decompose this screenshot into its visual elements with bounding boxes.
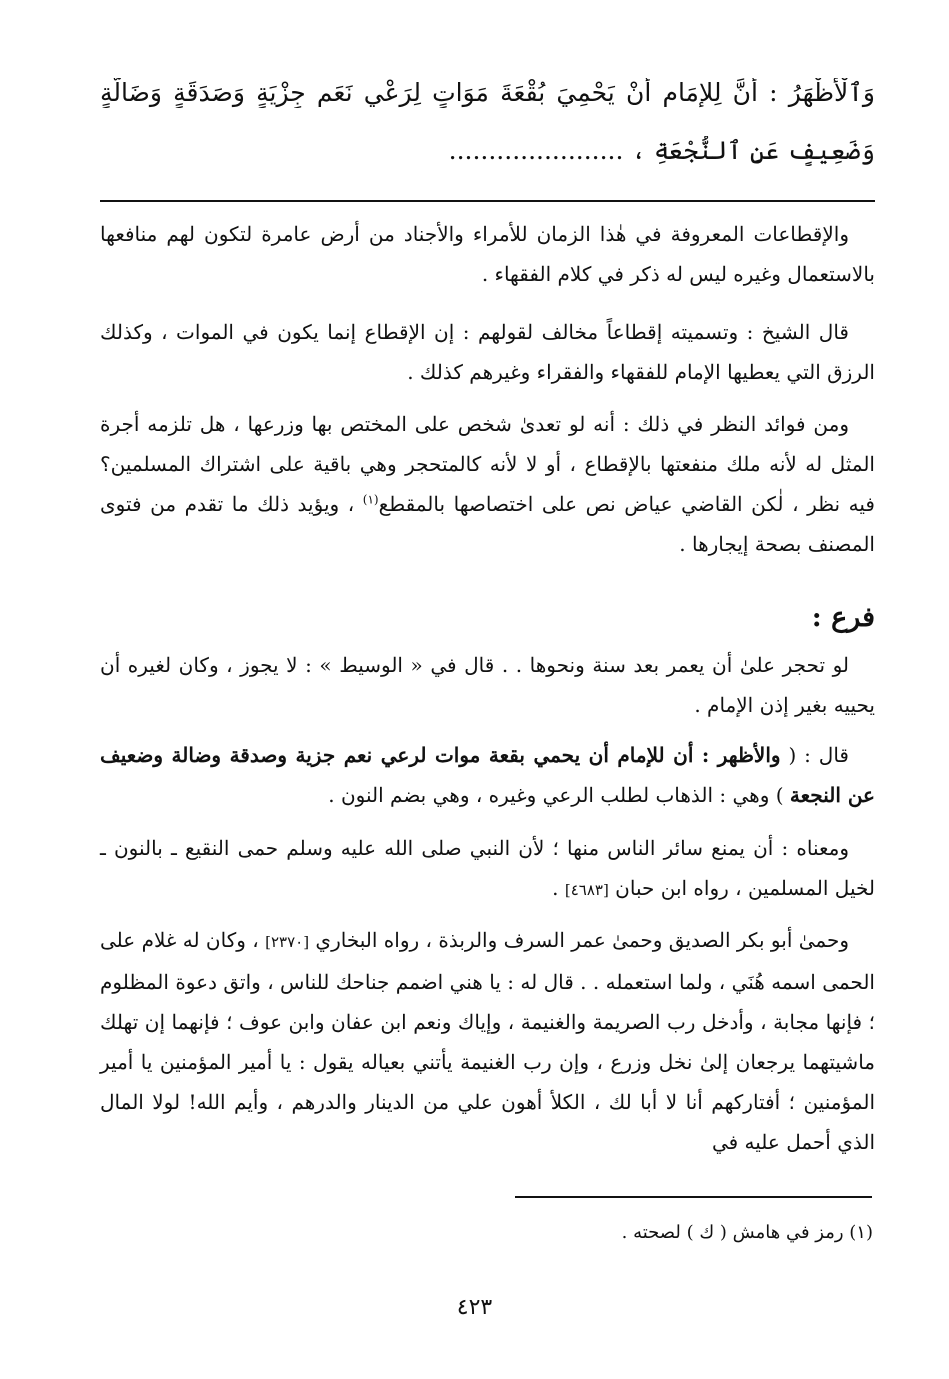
matn-line-2 — [100, 136, 875, 166]
commentary-paragraph-3 — [100, 404, 875, 564]
paragraph-5-text-a: قال : ( — [780, 743, 849, 767]
matn-line-2-text: وَضَعِيفٍ عَنِ ٱلنُّجْعَةِ ، — [631, 136, 875, 165]
commentary-paragraph-1: والإقطاعات المعروفة في هٰذا الزمان للأمراء والأجناد من أرض عامرة لتكون لهم منافعها بالاستعمال وغيره ليس له ذكر في كلام الفقهاء . — [100, 222, 875, 286]
commentary-paragraph-6 — [100, 828, 875, 910]
hadith-citation-ibn-hibban: [٤٦٨٣] — [564, 881, 609, 899]
hadith-citation-bukhari: [٢٣٧٠] — [265, 933, 310, 951]
commentary-paragraph-2: قال الشيخ : وتسميته إقطاعاً مخالف لقولهم : إن الإقطاع إنما يكون في الموات ، وكذلك الرزق التي يعطيها الإمام للفقهاء والفقراء وغيرهم كذلك . — [100, 320, 875, 384]
paragraph-5-text-b: ) وهي : الذهاب لطلب الرعي وغيره ، وهي بضم النون . — [328, 783, 790, 807]
commentary-paragraph-7 — [100, 920, 875, 1162]
commentary-paragraph-5 — [100, 735, 875, 815]
commentary-paragraph-4: لو تحجر علىٰ أن يعمر بعد سنة ونحوها . . قال في « الوسيط » : لا يجوز ، وكان لغيره أن يحييه بغير إذن الإمام . — [100, 653, 875, 717]
matn-separator-rule — [100, 200, 875, 202]
paragraph-6-text-b: . — [552, 876, 565, 900]
paragraph-3-text-a: ومن فوائد النظر في ذلك : أنه لو تعدىٰ شخص على المختص بها وزرعها ، هل تلزمه أجرة المثل له لأنه ملك منفعتها بالإقطاع ، أو لا لأنه كالمتحجر وهي باقية على اشتراك المسلمين؟ فيه نظر ، لٰكن القاضي عياض نص على اختصاصها بالمقطع — [100, 412, 875, 516]
matn-dots: ...................... — [448, 136, 624, 165]
paragraph-3-text-b: ، ويؤيد ذلك ما تقدم من فتوى المصنف بصحة إيجارها . — [100, 492, 875, 556]
footnote: (١) رمز في هامش ( ك ) لصحته . — [621, 1222, 873, 1243]
quoted-matn-bold: والأظهر : أن للإمام أن يحمي بقعة موات لرعي نعم جزية وصدقة وضالة وضعيف عن النجعة — [100, 743, 875, 807]
matn-line-1: وَٱلْأَظْهَرُ : أَنَّ لِلإِمَامِ أَنْ يَحْمِيَ بُقْعَةَ مَوَاتٍ لِرَعْيِ نَعَمِ جِزْيَةٍ وَصَدَقَةٍ وَضَالَّةٍ — [100, 78, 875, 107]
paragraph-7-text-a: وحمىٰ أبو بكر الصديق وحمىٰ عمر السرف والربذة ، رواه البخاري — [309, 928, 849, 952]
page-number: ٤٢٣ — [456, 1295, 493, 1320]
footnote-reference: (١) — [362, 492, 379, 507]
footnote-separator-rule — [515, 1196, 872, 1198]
paragraph-6-text-a: ومعناه : أن يمنع سائر الناس منها ؛ لأن النبي صلى الله عليه وسلم حمى النقيع ـ بالنون ـ لخيل المسلمين ، رواه ابن حبان — [100, 836, 875, 900]
paragraph-7-text-b: ، وكان له غلام على الحمى اسمه هُنَي ، ولما استعمله . . قال له : يا هني اضمم جناحك للناس ، واتق دعوة المظلوم ؛ فإنها مجابة ، وأدخل رب الصريمة والغنيمة ، وإياك ونعم ابن عفان وابن عوف ؛ فإنهما إن تهلك ماشيتهما يرجعان إلىٰ نخل وزرع ، وإن رب الغنيمة يأتني بعياله يقول : يا أمير المؤمنين يا أمير المؤمنين ؛ أفتاركهم أنا لا أبا لك ، الكلأ أهون علي من الدينار والدرهم ، وأيم الله! لولا المال الذي أحمل عليه في — [100, 928, 875, 1154]
section-heading-far: فرع : — [811, 602, 875, 633]
